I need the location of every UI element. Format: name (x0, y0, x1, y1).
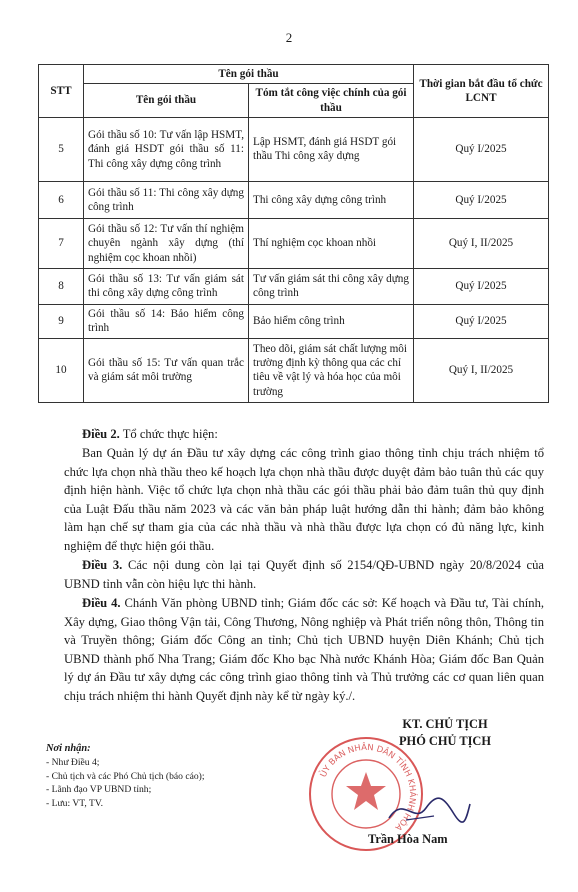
article-4-title: Điều 4. (82, 596, 121, 610)
row-start-time: Quý I/2025 (414, 268, 549, 304)
signer-name: Trần Hòa Nam (368, 832, 448, 846)
row-stt: 9 (39, 304, 84, 338)
header-package-name: Tên gói thầu (84, 84, 249, 118)
seal-text: ỦY BAN NHÂN DÂN TỈNH KHÁNH HÒA (318, 742, 418, 833)
row-package-name: Gói thầu số 15: Tư vấn quan trắc và giám sát môi trường (84, 338, 249, 402)
article-3-title: Điều 3. (82, 558, 123, 572)
row-stt: 6 (39, 181, 84, 218)
row-package-name: Gói thầu số 10: Tư vấn lập HSMT, đánh giá HSDT gói thầu số 11: Thi công xây dựng công trình (84, 117, 249, 181)
signature-line-1: KT. CHỦ TỊCH (402, 717, 488, 731)
recipient-item: - Lưu: VT, TV. (46, 797, 103, 809)
header-package-group: Tên gói thầu (84, 65, 414, 84)
signature-block (330, 716, 560, 750)
row-start-time: Quý I/2025 (414, 304, 549, 338)
recipient-item: - Như Điều 4; (46, 757, 100, 769)
table-row (39, 304, 549, 338)
row-start-time: Quý I, II/2025 (414, 338, 549, 402)
row-start-time: Quý I, II/2025 (414, 218, 549, 268)
recipients-title: Nơi nhận: (46, 743, 91, 754)
row-stt: 5 (39, 117, 84, 181)
row-stt: 7 (39, 218, 84, 268)
row-package-name: Gói thầu số 14: Bảo hiểm công trình (84, 304, 249, 338)
row-work-summary: Theo dõi, giám sát chất lượng môi trường định kỳ thông qua các chỉ tiêu về vật lý và hóa học của môi trường (249, 338, 414, 402)
bidding-package-table (38, 64, 549, 403)
table-row (39, 218, 549, 268)
article-2-title: Điều 2. (82, 427, 120, 441)
table-row (39, 181, 549, 218)
article-2-heading: Tổ chức thực hiện: (122, 427, 218, 441)
row-work-summary: Lập HSMT, đánh giá HSDT gói thầu Thi công xây dựng (249, 117, 414, 181)
recipient-item: - Lãnh đạo VP UBND tỉnh; (46, 784, 152, 796)
row-work-summary: Thi công xây dựng công trình (249, 181, 414, 218)
signature-line-2: PHÓ CHỦ TỊCH (398, 734, 492, 748)
row-work-summary: Tư vấn giám sát thi công xây dựng công trình (249, 268, 414, 304)
article-2-body: Ban Quản lý dự án Đầu tư xây dựng các công trình giao thông tỉnh chịu trách nhiệm tổ chức lựa chọn nhà thầu theo kế hoạch lựa chọn nhà thầu được duyệt đảm bảo tuân thủ các quy định hiện hành. Việc tổ chức lựa chọn nhà thầu các gói thầu phải bảo đảm tuân thủ quy định của Luật Đấu thầu năm 2023 và các văn bản pháp luật hướng dẫn thi hành; đảm bảo không làm hạn chế sự tham gia của các nhà thầu và nhà thầu được lựa chọn có đủ năng lực, kinh nghiệm để thực hiện gói thầu. (64, 446, 544, 553)
article-3 (64, 556, 544, 593)
row-stt: 8 (39, 268, 84, 304)
row-stt: 10 (39, 338, 84, 402)
row-package-name: Gói thầu số 11: Thi công xây dựng công trình (84, 181, 249, 218)
page-number: 2 (285, 30, 293, 45)
article-2-body-block (64, 444, 544, 556)
row-package-name: Gói thầu số 13: Tư vấn giám sát thi công xây dựng công trình (84, 268, 249, 304)
header-work-summary: Tóm tắt công việc chính của gói thầu (249, 84, 414, 118)
row-work-summary: Thí nghiệm cọc khoan nhồi (249, 218, 414, 268)
handwritten-signature-icon (384, 790, 474, 830)
recipients-block (46, 742, 205, 810)
header-stt: STT (39, 65, 84, 118)
row-work-summary: Bảo hiểm công trình (249, 304, 414, 338)
recipient-item: - Chủ tịch và các Phó Chủ tịch (báo cáo); (46, 770, 205, 782)
row-start-time: Quý I/2025 (414, 181, 549, 218)
header-start-time: Thời gian bắt đầu tổ chức LCNT (414, 65, 549, 118)
table-row (39, 268, 549, 304)
article-2 (82, 425, 544, 444)
article-3-body: Các nội dung còn lại tại Quyết định số 2154/QĐ-UBND ngày 20/8/2024 của UBND tỉnh vẫn còn hiệu lực thi hành. (64, 558, 545, 591)
article-4 (64, 594, 544, 706)
table-row (39, 117, 549, 181)
row-package-name: Gói thầu số 12: Tư vấn thí nghiệm chuyên ngành xây dựng (thí nghiệm cọc khoan nhồi) (84, 218, 249, 268)
row-start-time: Quý I/2025 (414, 117, 549, 181)
article-4-body: Chánh Văn phòng UBND tỉnh; Giám đốc các sở: Kế hoạch và Đầu tư, Tài chính, Xây dựng, Giao thông Vận tải, Công Thương, Nông nghiệp và Phát triển nông thôn, Thông tin và Truyền thông; Giám đốc Công an tỉnh; Chủ tịch UBND huyện Diên Khánh; Chủ tịch UBND thành phố Nha Trang; Giám đốc Kho bạc Nhà nước Khánh Hòa; Giám đốc Ban Quản lý dự án Đầu tư xây dựng các công trình giao thông tỉnh và Thủ trưởng các cơ quan liên quan chịu trách nhiệm thi hành Quyết định này kể từ ngày ký./. (64, 596, 545, 703)
table-row (39, 338, 549, 402)
